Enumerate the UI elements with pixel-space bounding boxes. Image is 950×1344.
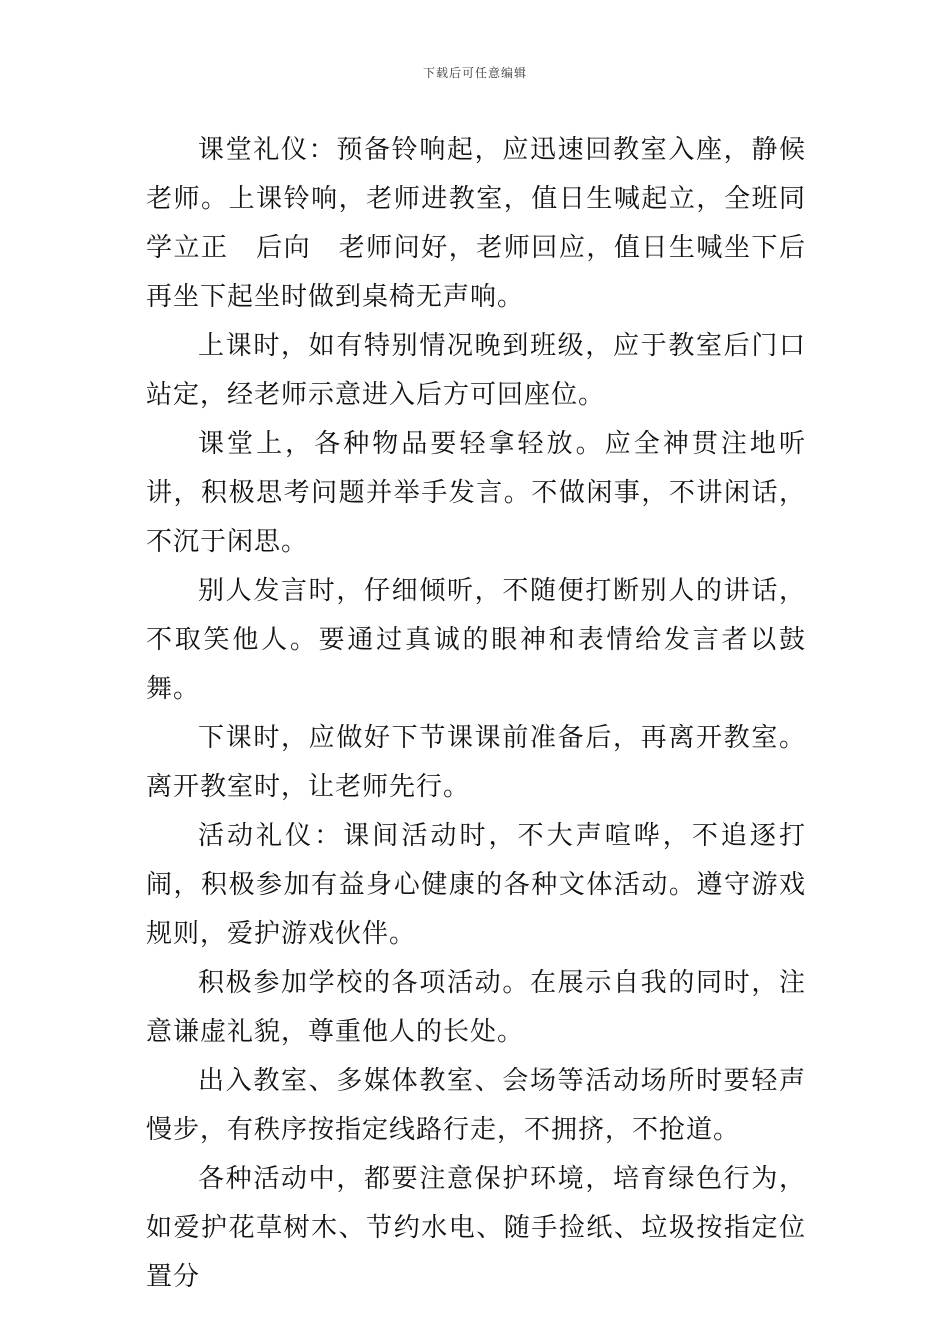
header-note: 下载后可任意编辑 [422, 66, 527, 80]
paragraph-school-activities: 积极参加学校的各项活动。在展示自我的同时，注意谦虚礼貌，尊重他人的长处。 [146, 968, 806, 1047]
paragraph-classroom-etiquette: 课堂礼仪：预备铃响起，应迅速回教室入座，静候老师。上课铃响，老师进教室，值日生喊起立，全班同学立正 后向 老师问好，老师回应，值日生喊坐下后再坐下起坐时做到桌椅无声响。 [146, 135, 806, 312]
paragraph-after-class: 下课时，应做好下节课课前准备后，再离开教室。离开教室时，让老师先行。 [146, 723, 806, 802]
paragraph-late-arrival: 上课时，如有特别情况晚到班级，应于教室后门口站定，经老师示意进入后方可回座位。 [146, 331, 806, 410]
paragraph-entering-venues: 出入教室、多媒体教室、会场等活动场所时要轻声慢步，有秩序按指定线路行走，不拥挤，不抢道。 [146, 1066, 806, 1145]
paragraph-listening: 别人发言时，仔细倾听，不随便打断别人的讲话，不取笑他人。要通过真诚的眼神和表情给发言者以鼓舞。 [146, 576, 806, 704]
paragraph-activity-etiquette: 活动礼仪：课间活动时，不大声喧哗，不追逐打闹，积极参加有益身心健康的各种文体活动。遵守游戏规则，爱护游戏伙伴。 [146, 821, 806, 949]
paragraph-environment: 各种活动中，都要注意保护环境，培育绿色行为，如爱护花草树木、节约水电、随手捡纸、垃圾按指定位置分 [146, 1164, 806, 1292]
document-body [146, 126, 806, 1302]
paragraph-in-class-conduct: 课堂上，各种物品要轻拿轻放。应全神贯注地听讲，积极思考问题并举手发言。不做闲事，不讲闲话，不沉于闲思。 [146, 429, 806, 557]
